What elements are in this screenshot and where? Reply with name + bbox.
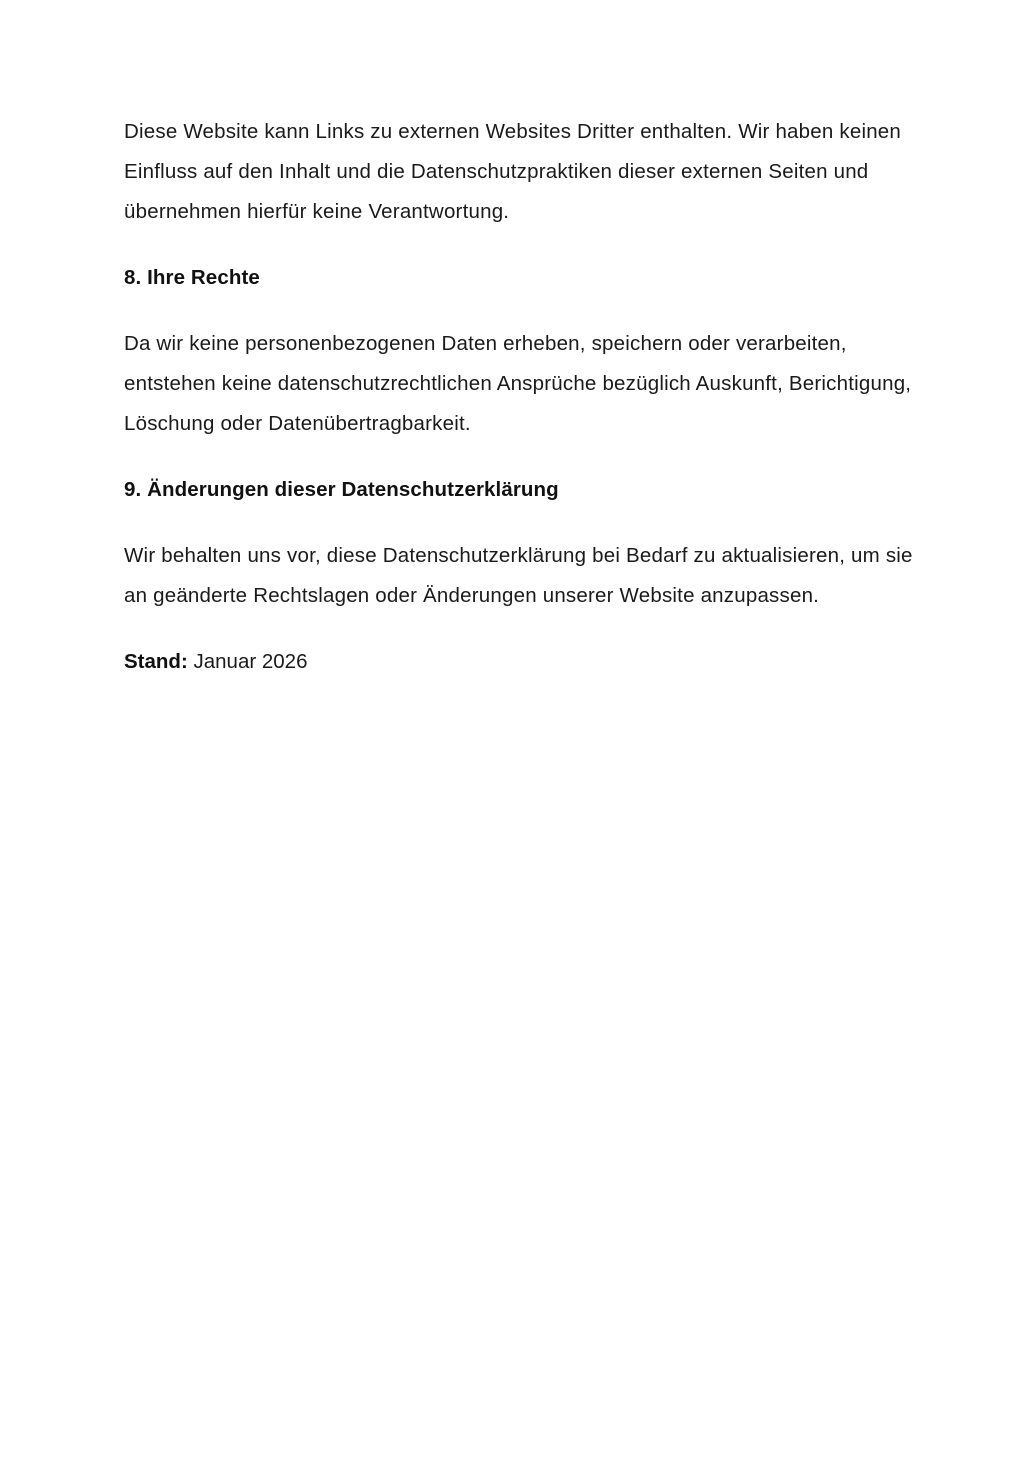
section-heading-ihre-rechte: 8. Ihre Rechte — [124, 266, 260, 289]
stand-date: Januar 2026 — [193, 650, 308, 673]
document-body — [124, 112, 914, 682]
stand-label: Stand: — [124, 650, 188, 673]
section-heading-aenderungen: 9. Änderungen dieser Datenschutzerklärung — [124, 478, 559, 501]
paragraph-external-links: Diese Website kann Links zu externen Websites Dritter enthalten. Wir haben keinen Einfluss auf den Inhalt und die Datenschutzpraktiken dieser externen Seiten und übernehmen hierfür keine Verantwortung. — [124, 120, 902, 223]
paragraph-aenderungen: Wir behalten uns vor, diese Datenschutzerklärung bei Bedarf zu aktualisieren, um sie an geänderte Rechtslagen oder Änderungen unserer Website anzupassen. — [124, 544, 913, 607]
paragraph-ihre-rechte: Da wir keine personenbezogenen Daten erheben, speichern oder verarbeiten, entstehen keine datenschutzrechtlichen Ansprüche bezüglich Auskunft, Berichtigung, Löschung oder Datenübertragbarkeit. — [124, 332, 912, 435]
stand-line — [124, 642, 914, 682]
